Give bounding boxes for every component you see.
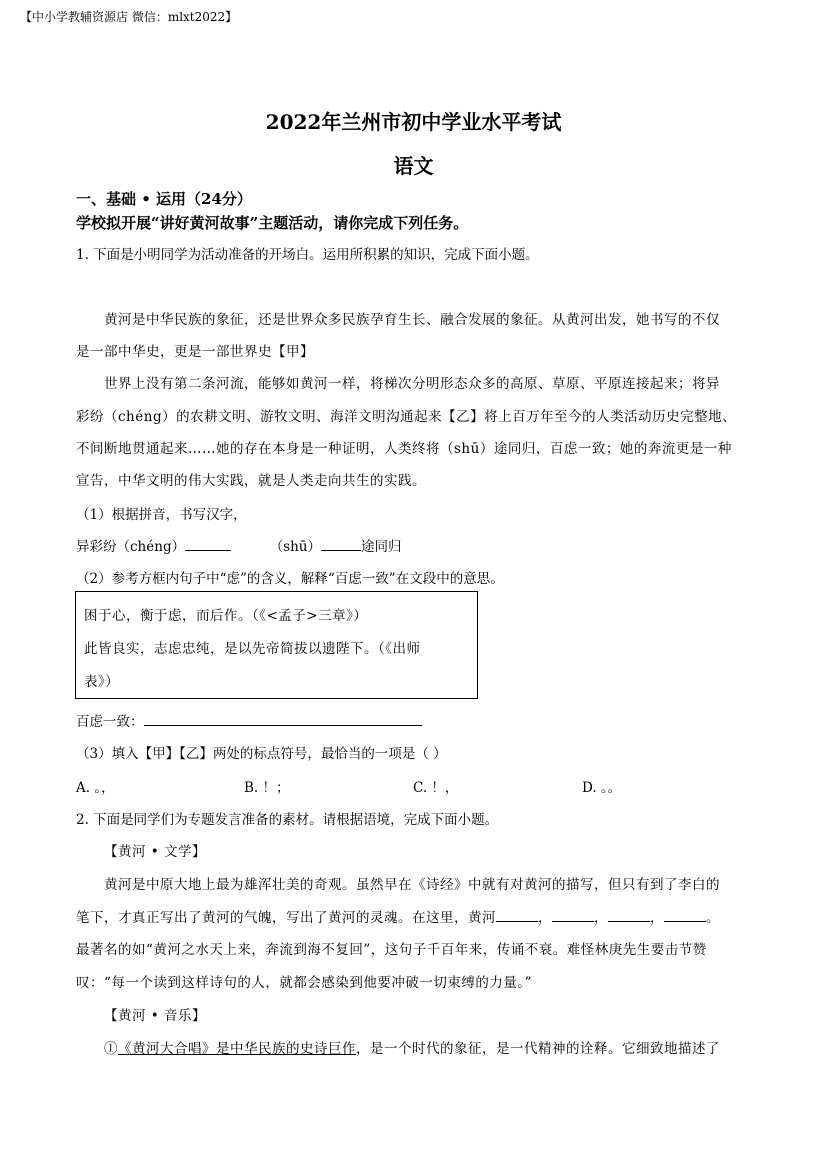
option-a[interactable]: A. 。， xyxy=(76,780,115,796)
sub1-label: （1）根据拼音，书写汉字， xyxy=(76,507,247,523)
answer-blank[interactable] xyxy=(608,908,650,923)
music-num: ① xyxy=(104,1041,118,1057)
exam-title: 2022年兰州市初中学业水平考试 xyxy=(265,110,562,134)
sub1-item-b-tail: 途同归 xyxy=(361,539,402,555)
sub3-label: （3）填入【甲】【乙】两处的标点符号，最恰当的一项是（ ） xyxy=(76,746,447,762)
sub2-label: （2）参考方框内句子中“虑”的含义，解释“百虑一致”在文段中的意思。 xyxy=(76,571,504,587)
passage-line: 不间断地贯通起来……她的存在本身是一种证明，人类终将（shū）途同归，百虑一致；她的奔流更是一种 xyxy=(76,441,732,457)
lit-line-text: 笔下，才真正写出了黄河的气魄，写出了黄河的灵魂。在这里，黄河 xyxy=(76,910,496,926)
lit-line: 叹：“每一个读到这样诗句的人，就都会感染到他要冲破一切束缚的力量。” xyxy=(76,975,533,991)
music-heading: 【黄河 • 音乐】 xyxy=(104,1008,207,1024)
music-underlined: 《黄河大合唱》是中华民族的史诗巨作 xyxy=(118,1041,356,1057)
section-heading: 一、基础 • 运用（24分） xyxy=(76,190,252,208)
quote-box xyxy=(75,591,478,699)
exam-subject: 语文 xyxy=(393,154,434,178)
answer-blank[interactable] xyxy=(321,537,361,552)
answer-blank[interactable] xyxy=(496,908,538,923)
section-task: 学校拟开展“讲好黄河故事”主题活动，请你完成下列任务。 xyxy=(76,214,469,232)
answer-blank[interactable] xyxy=(552,908,594,923)
sub1-item-b: （shū） xyxy=(269,539,322,555)
passage-line: 宣告，中华文明的伟大实践，就是人类走向共生的实践。 xyxy=(76,473,426,489)
option-b[interactable]: B. ！； xyxy=(244,780,290,796)
quote-line: 此皆良实，志虑忠纯，是以先帝简拔以遗陛下。（《出师 xyxy=(84,641,421,657)
passage-line: 彩纷（chéng）的农耕文明、游牧文明、海洋文明沟通起来【乙】将上百万年至今的人类活动历史完整地、 xyxy=(76,409,737,425)
sub1-item-a: 异彩纷（chéng） xyxy=(76,539,186,555)
answer-blank[interactable] xyxy=(664,908,706,923)
quote-line: 困于心，衡于虑，而后作。（《<孟子>三章》） xyxy=(84,608,368,624)
q2-stem: 2. 下面是同学们为专题发言准备的素材。请根据语境，完成下面小题。 xyxy=(76,812,499,828)
quote-line: 表》） xyxy=(84,674,120,690)
sub1-items xyxy=(76,535,402,555)
music-line xyxy=(104,1037,720,1057)
answer-blank[interactable] xyxy=(185,537,231,552)
music-rest: ，是一个时代的象征，是一代精神的诠释。它细致地描述了 xyxy=(356,1041,720,1057)
sub2-answer-label: 百虑一致： xyxy=(76,714,144,730)
option-d[interactable]: D. 。。 xyxy=(582,780,622,796)
q1-stem: 1. 下面是小明同学为活动准备的开场白。运用所积累的知识，完成下面小题。 xyxy=(76,247,539,263)
sub2-answer xyxy=(76,710,422,730)
option-c[interactable]: C. ！， xyxy=(413,780,459,796)
lit-line: 最著名的如“黄河之水天上来，奔流到海不复回”，这句子千百年来，传诵不衰。难怪林庚先生要击节赞 xyxy=(76,942,707,958)
lit-line: 黄河是中原大地上最为雄浑壮美的奇观。虽然早在《诗经》中就有对黄河的描写，但只有到了李白的 xyxy=(104,877,720,893)
passage-line: 世界上没有第二条河流，能够如黄河一样，将梯次分明形态众多的高原、草原、平原连接起来；将异 xyxy=(104,376,720,392)
lit-line-with-blanks: 笔下，才真正写出了黄河的气魄，写出了黄河的灵魂。在这里，黄河 ， ， ， 。 xyxy=(76,906,720,926)
lit-heading: 【黄河 • 文学】 xyxy=(104,844,207,860)
answer-blank[interactable] xyxy=(144,712,422,727)
watermark: 【中小学教辅资源店 微信：mlxt2022】 xyxy=(20,10,238,24)
passage-line: 是一部中华史，更是一部世界史【甲】 xyxy=(76,344,314,360)
passage-line: 黄河是中华民族的象征，还是世界众多民族孕育生长、融合发展的象征。从黄河出发，她书写的不仅 xyxy=(104,312,720,328)
